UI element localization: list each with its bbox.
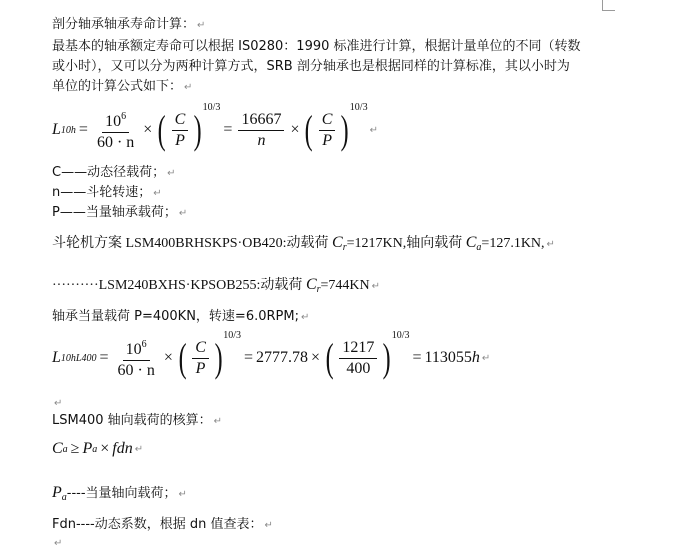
ratio-denominator: 400 xyxy=(346,359,371,377)
paragraph-mark-icon: ↵ xyxy=(546,239,555,250)
pa-subscript: a xyxy=(61,492,67,503)
fdn-line xyxy=(52,516,273,535)
fraction-numerator: 16667 xyxy=(238,111,284,131)
formula-exponent: 10/3 xyxy=(223,330,241,341)
formula-symbol-l: L xyxy=(52,349,61,366)
paragraph-mark-icon: ↵ xyxy=(481,352,491,364)
definition-p: P——当量轴承载荷； xyxy=(52,205,177,220)
page-corner-mark xyxy=(602,0,615,11)
formula-symbol-l: L xyxy=(52,121,61,138)
cr-subscript: r xyxy=(316,284,321,295)
formula-ratio xyxy=(319,111,336,150)
ineq-p: P xyxy=(82,440,93,457)
left-paren: ( xyxy=(305,107,314,152)
right-paren: ) xyxy=(214,335,223,380)
fdn-text: Fdn----动态系数，根据 dn 值查表： xyxy=(52,517,263,532)
formula-equals: = xyxy=(99,349,109,366)
formula-fraction xyxy=(94,108,137,152)
inline-cr xyxy=(306,276,321,293)
ratio-numerator: C xyxy=(319,111,336,131)
formula-exponent: 10/3 xyxy=(349,102,368,113)
formula-times: × xyxy=(143,121,153,138)
paragraph-mark-icon: ↵ xyxy=(178,208,188,219)
ineq-times: × xyxy=(100,440,110,457)
paragraph-mark-icon: ↵ xyxy=(371,281,381,292)
left-paren: ( xyxy=(325,335,334,380)
right-paren: ) xyxy=(193,107,202,152)
pa-definition: ----当量轴向载荷； xyxy=(66,486,177,501)
definition-c: C——动态径载荷； xyxy=(52,165,166,180)
formula-subscript: 10hL400 xyxy=(60,352,97,364)
fraction-numerator xyxy=(102,108,129,133)
numerator-exponent: 6 xyxy=(121,111,127,122)
inline-pa xyxy=(52,484,67,501)
formula-subscript: 10h xyxy=(60,124,76,136)
definition-line xyxy=(52,204,187,223)
formula-times: × xyxy=(311,349,321,366)
fraction-denominator: 60 · n xyxy=(117,362,155,379)
check-title-line xyxy=(52,412,222,431)
paragraph-mark-icon: ↵ xyxy=(167,168,176,179)
formula-equals: = xyxy=(78,121,88,138)
scheme-cr-value: =1217KN,轴向载荷 xyxy=(346,236,463,251)
formula-ratio xyxy=(192,339,209,378)
paragraph-mark-icon: ↵ xyxy=(54,398,63,409)
pa-definition-line xyxy=(52,484,187,507)
cr-symbol: C xyxy=(305,276,317,293)
fraction-numerator xyxy=(123,336,150,361)
paragraph-mark-icon: ↵ xyxy=(197,20,206,31)
ca-symbol: C xyxy=(465,234,477,251)
paragraph-line xyxy=(52,78,192,97)
paragraph-mark-icon: ↵ xyxy=(213,416,223,427)
body-text: 单位的计算公式如下： xyxy=(52,79,183,94)
life-calculation-formula xyxy=(52,330,491,380)
left-paren: ( xyxy=(178,335,187,380)
paragraph-mark-icon: ↵ xyxy=(178,489,187,500)
formula-result: 113055 xyxy=(424,349,472,366)
fraction-denominator: 60 · n xyxy=(96,134,135,151)
ratio-numerator: 1217 xyxy=(339,339,377,359)
formula-coefficient: 2777.78 xyxy=(256,349,308,366)
formula-times: × xyxy=(290,121,300,138)
left-paren: ( xyxy=(157,107,166,152)
formula-equals: = xyxy=(223,121,233,138)
paragraph-heading xyxy=(52,16,205,35)
paragraph-mark-icon: ↵ xyxy=(300,312,310,323)
paragraph-line xyxy=(52,38,581,56)
inline-cr xyxy=(332,234,347,251)
ineq-fdn: fdn xyxy=(112,440,133,457)
numerator-base: 10 xyxy=(125,341,142,358)
ratio-numerator: C xyxy=(192,339,209,359)
empty-paragraph xyxy=(52,534,62,553)
cr-symbol: C xyxy=(332,234,343,251)
heading-text: 剖分轴承轴承寿命计算： xyxy=(52,17,196,32)
life-formula xyxy=(52,102,378,152)
numerator-exponent: 6 xyxy=(141,339,147,350)
paragraph-mark-icon: ↵ xyxy=(184,82,193,93)
formula-times: × xyxy=(163,349,173,366)
ineq-c-subscript: a xyxy=(62,443,68,455)
scheme-line-1 xyxy=(52,234,555,257)
ineq-p-subscript: a xyxy=(92,443,98,455)
paragraph-mark-icon: ↵ xyxy=(153,188,162,199)
scheme-text: 斗轮机方案 LSM400BRHSKPS·OB420:动载荷 xyxy=(52,236,329,251)
formula-fraction xyxy=(115,336,158,380)
axial-inequality xyxy=(52,440,143,458)
cr-subscript: r xyxy=(342,242,347,253)
load-text: 轴承当量载荷 P=400KN，转速=6.0RPM; xyxy=(52,309,299,324)
inline-ca xyxy=(466,234,482,251)
ineq-c: C xyxy=(52,440,63,457)
ratio-denominator: P xyxy=(175,131,185,149)
formula-exponent: 10/3 xyxy=(202,102,221,113)
paragraph-line xyxy=(52,58,570,76)
load-line xyxy=(52,308,309,327)
fraction-denominator: n xyxy=(257,131,266,149)
pa-symbol: P xyxy=(52,484,62,501)
formula-equals: = xyxy=(412,349,422,366)
ratio-numerator: C xyxy=(172,111,189,131)
formula-ratio xyxy=(339,339,377,378)
scheme-text: ··········LSM240BXHS·KPSOB255:动载荷 xyxy=(52,278,303,293)
body-text: 最基本的轴承额定寿命可以根据 IS0280：1990 标准进行计算，根据计量单位的不同（转数 xyxy=(52,39,581,54)
definition-line xyxy=(52,184,162,203)
formula-fraction xyxy=(238,111,284,150)
scheme-line-2 xyxy=(52,276,380,299)
paragraph-mark-icon: ↵ xyxy=(54,538,63,549)
right-paren: ) xyxy=(341,107,350,152)
definition-line xyxy=(52,164,175,183)
scheme-ca-value: =127.1KN, xyxy=(481,236,545,251)
formula-unit: h xyxy=(471,349,480,366)
numerator-base: 10 xyxy=(105,113,122,130)
formula-exponent: 10/3 xyxy=(391,330,410,341)
formula-ratio xyxy=(172,111,189,150)
paragraph-mark-icon: ↵ xyxy=(134,443,144,455)
ineq-geq: ≥ xyxy=(70,440,80,457)
paragraph-mark-icon: ↵ xyxy=(369,124,378,136)
check-title: LSM400 轴向载荷的核算： xyxy=(52,413,212,428)
scheme-cr-value: =744KN xyxy=(320,278,370,293)
definition-n: n——斗轮转速； xyxy=(52,185,152,200)
right-paren: ) xyxy=(383,335,392,380)
ratio-denominator: P xyxy=(322,131,333,149)
body-text: 或小时），又可以分为两种计算方式，SRB 剖分轴承也是根据同样的计算标准，其以小时为 xyxy=(52,59,570,74)
ca-subscript: a xyxy=(476,242,482,253)
formula-equals: = xyxy=(243,349,253,366)
paragraph-mark-icon: ↵ xyxy=(264,520,273,531)
ratio-denominator: P xyxy=(195,359,206,377)
empty-paragraph xyxy=(52,394,62,413)
